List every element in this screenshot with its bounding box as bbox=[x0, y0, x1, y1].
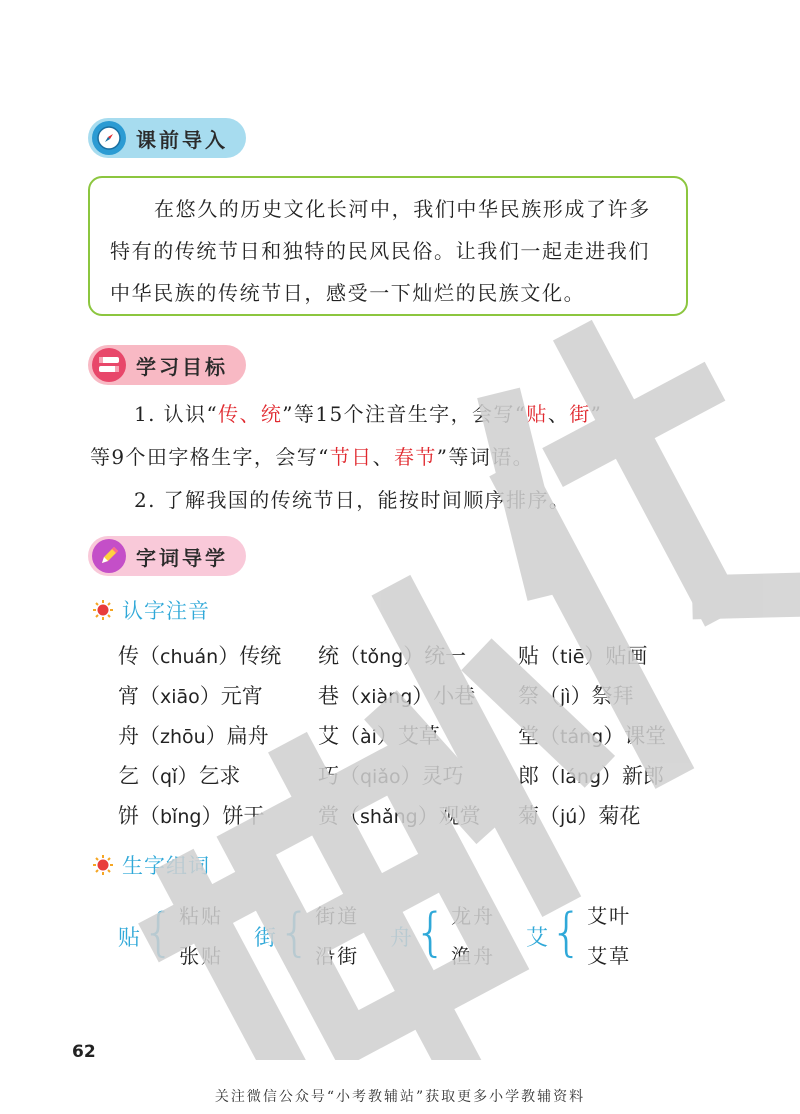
char-entry: 舟（zhōu）扁舟 bbox=[118, 724, 269, 748]
char: 饼 bbox=[118, 804, 139, 828]
char-entry: 巧（qiǎo）灵巧 bbox=[318, 764, 464, 788]
char: 传 bbox=[118, 644, 139, 668]
example-word: 课堂 bbox=[624, 724, 667, 748]
word-group: 街 { 街道 沿街 bbox=[254, 903, 360, 968]
char-entry: 堂（táng）课堂 bbox=[518, 724, 667, 748]
intro-line-1: 在悠久的历史文化长河中，我们中华民族形成了许多 bbox=[154, 197, 651, 221]
example-word: 小巷 bbox=[433, 684, 476, 708]
pinyin: zhōu bbox=[160, 726, 206, 748]
pinyin: láng bbox=[560, 766, 602, 788]
pinyin: qiǎo bbox=[360, 766, 401, 788]
pinyin: jú bbox=[560, 806, 578, 828]
words-heading: 生字组词 bbox=[92, 850, 210, 880]
char: 巧 bbox=[318, 764, 339, 788]
example-word: 菊花 bbox=[598, 804, 641, 828]
books-icon bbox=[92, 348, 126, 382]
char: 宵 bbox=[118, 684, 139, 708]
sun-icon bbox=[92, 854, 114, 876]
char-row bbox=[118, 640, 718, 670]
example-word: 观赏 bbox=[438, 804, 481, 828]
char-entry: 宵（xiāo）元宵 bbox=[118, 684, 263, 708]
pinyin: chuán bbox=[160, 646, 219, 668]
example-word: 饼干 bbox=[222, 804, 265, 828]
pencil-icon bbox=[92, 539, 126, 573]
char-entry: 统（tǒng）统一 bbox=[318, 644, 467, 668]
section-header-vocab bbox=[88, 536, 246, 576]
section-header-goals bbox=[88, 345, 246, 385]
compass-icon bbox=[92, 121, 126, 155]
char-entry: 赏（shǎng）观赏 bbox=[318, 804, 481, 828]
char: 堂 bbox=[518, 724, 539, 748]
char: 巷 bbox=[318, 684, 339, 708]
char-row bbox=[118, 760, 718, 790]
example-word: 灵巧 bbox=[421, 764, 464, 788]
char: 乞 bbox=[118, 764, 139, 788]
char: 郎 bbox=[518, 764, 539, 788]
pinyin: táng bbox=[560, 726, 604, 748]
char: 贴 bbox=[518, 644, 539, 668]
char: 艾 bbox=[318, 724, 339, 748]
char: 舟 bbox=[118, 724, 139, 748]
pinyin: bǐng bbox=[160, 806, 202, 828]
intro-line-2: 特有的传统节日和独特的民风民俗。让我们一起走进我们 bbox=[110, 239, 650, 263]
char-entry: 乞（qǐ）乞求 bbox=[118, 764, 241, 788]
pinyin: xiāo bbox=[160, 686, 200, 708]
pinyin: jì bbox=[560, 686, 571, 708]
goal-line-1: 1. 认识“传、统”等15个注音生字，会写“贴、街” bbox=[134, 402, 603, 426]
example-word: 艾草 bbox=[397, 724, 440, 748]
section-header-intro bbox=[88, 118, 246, 158]
goal-line-2: 等9个田字格生字，会写“节日、春节”等词语。 bbox=[90, 445, 535, 469]
sun-icon bbox=[92, 599, 114, 621]
char-entry: 艾（ài）艾草 bbox=[318, 724, 440, 748]
pinyin: ài bbox=[360, 726, 377, 748]
example-word: 乞求 bbox=[198, 764, 241, 788]
pinyin: tiē bbox=[560, 646, 585, 668]
example-word: 贴画 bbox=[605, 644, 648, 668]
char-row bbox=[118, 800, 718, 830]
char-entry: 贴（tiē）贴画 bbox=[518, 644, 648, 668]
section-title-vocab: 字词导学 bbox=[136, 545, 228, 570]
word-group: 贴 { 粘贴 张贴 bbox=[118, 903, 224, 968]
word-group: 艾 { 艾叶 艾草 bbox=[526, 903, 632, 968]
example-word: 扁舟 bbox=[226, 724, 269, 748]
section-title-intro: 课前导入 bbox=[136, 127, 228, 152]
char-entry: 菊（jú）菊花 bbox=[518, 804, 641, 828]
pinyin: tǒng bbox=[360, 646, 404, 668]
char-row bbox=[118, 720, 718, 750]
pinyin: shǎng bbox=[360, 806, 418, 828]
section-title-goals: 学习目标 bbox=[136, 354, 228, 379]
char-entry: 巷（xiàng）小巷 bbox=[318, 684, 476, 708]
footer-note: 关注微信公众号“小考教辅站”获取更多小学教辅资料 bbox=[214, 1089, 586, 1105]
char-row bbox=[118, 680, 718, 710]
char: 赏 bbox=[318, 804, 339, 828]
pinyin: xiàng bbox=[360, 686, 413, 708]
char: 菊 bbox=[518, 804, 539, 828]
page-number: 62 bbox=[72, 1042, 96, 1062]
recognize-heading: 认字注音 bbox=[92, 595, 210, 625]
char: 统 bbox=[318, 644, 339, 668]
char-entry: 饼（bǐng）饼干 bbox=[118, 804, 265, 828]
word-group: 舟 { 龙舟 渔舟 bbox=[390, 903, 496, 968]
goal-line-3: 2. 了解我国的传统节日，能按时间顺序排序。 bbox=[134, 488, 571, 512]
pinyin: qǐ bbox=[160, 766, 178, 788]
char-entry: 郎（láng）新郎 bbox=[518, 764, 665, 788]
example-word: 元宵 bbox=[220, 684, 263, 708]
intro-text-box bbox=[88, 176, 688, 316]
example-word: 祭拜 bbox=[591, 684, 634, 708]
example-word: 传统 bbox=[239, 644, 282, 668]
char: 祭 bbox=[518, 684, 539, 708]
char-entry: 传（chuán）传统 bbox=[118, 644, 282, 668]
example-word: 新郎 bbox=[622, 764, 665, 788]
char-entry: 祭（jì）祭拜 bbox=[518, 684, 634, 708]
example-word: 统一 bbox=[424, 644, 467, 668]
intro-line-3: 中华民族的传统节日，感受一下灿烂的民族文化。 bbox=[110, 281, 586, 305]
